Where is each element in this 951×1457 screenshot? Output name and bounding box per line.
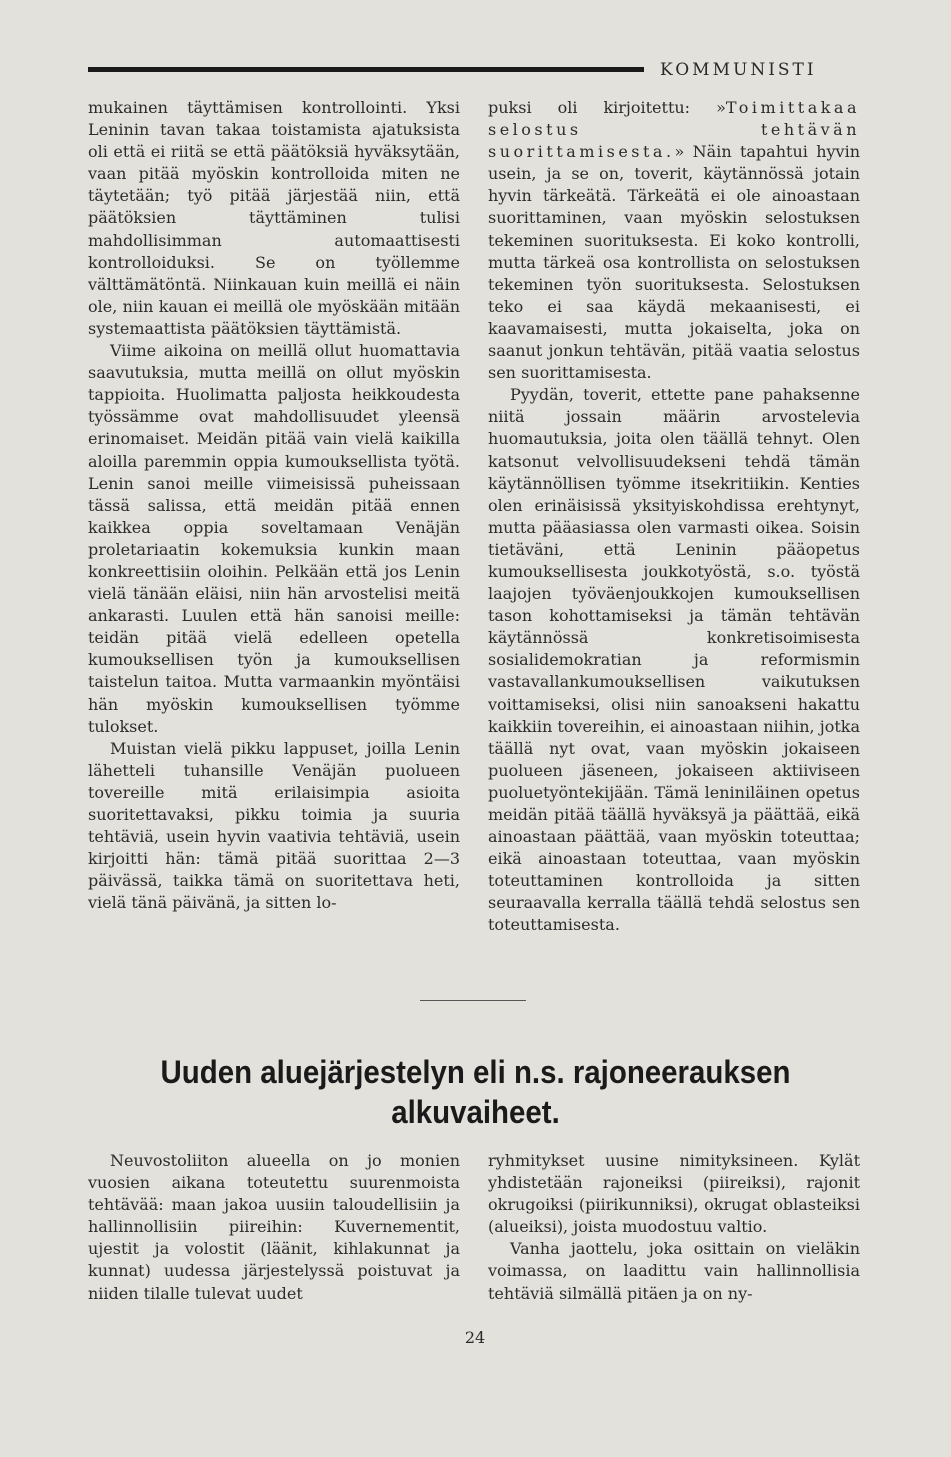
paragraph: Neuvostoliiton alueella on jo monien vuosien aikana toteutettu suurenmoista tehtävää: maan jakoa uusiin taloudellisiin ja hallinnollisiin piireihin: Kuvernementit, ujestit ja volostit (läänit, kihlakunnat ja kunnat) uudessa järjestelyssä poistuvat ja niiden tilalle tulevat uudet (88, 1151, 460, 1303)
page-number: 24 (464, 1328, 486, 1347)
article-right-column (488, 97, 860, 937)
second-article-left-column (88, 1150, 460, 1305)
paragraph-text: puksi oli kirjoitettu: » (488, 98, 726, 117)
paragraph: mukainen täyttämisen kontrollointi. Yksi Leninin tavan takaa toistamista ajatuksista oli että ei riitä se että päätöksiä hyväksytään, vaan pitää myöskin kontrolloida miten ne täytetään; työ pitää järjestää niin, että päätöksien täyttäminen tulisi mahdollisimman automaattisesti kontrolloiduksi. Se on työllemme välttämätöntä. Niinkauan kuin meillä ei näin ole, niin kauan ei meillä ole myöskään mitään systemaattista päätöksien täyttämistä. (88, 98, 460, 338)
article-headline: Uuden aluejärjestelyn eli n.s. rajoneerauksen alkuvaiheet. (160, 1054, 791, 1130)
emphasized-quote: Toimittakaa selostus tehtävän suorittamisesta. (488, 98, 860, 162)
paragraph-text: » Näin tapahtui hyvin usein, ja se on, toverit, käytännössä jotain hyvin tärkeätä. Tärkeätä ei ole ainoastaan suorittaminen, vaan myöskin selostuksen tekeminen suorituksesta. Ei koko kontrolli, mutta tärkeä osa kontrollista on selostuksen tekeminen työn suorituksesta. Selostuksen teko ei saa käydä mekaanisesti, ei kaavamaisesti, mutta jokaiselta, joka on saanut jonkun tehtävän, pitää vaatia selostus sen suorittamisesta. (488, 142, 860, 383)
second-article-right-column (488, 1150, 860, 1305)
paragraph: Vanha jaottelu, joka osittain on vieläkin voimassa, on laadittu vain hallinnollisia tehtäviä silmällä pitäen ja on ny- (488, 1239, 860, 1303)
paragraph: Muistan vielä pikku lappuset, joilla Lenin lähetteli tuhansille Venäjän puolueen tovereille mitä erilaisimpia asioita suoritettavaksi, pikku toimia ja suuria tehtäviä, usein hyvin vaativia tehtäviä, usein kirjoitti hän: tämä pitää suorittaa 2—3 päivässä, taikka tämä on suoritettava heti, vielä tänä päivänä, ja sitten lo- (88, 738, 460, 913)
header-rule (88, 67, 644, 72)
paragraph: Pyydän, toverit, ettette pane pahaksenne niitä jossain määrin arvostelevia huomautuksia, joita olen täällä tehnyt. Olen katsonut velvollisuudekseni tehdä tämän käytännöllisen työmme itsekritiikin. Kenties olen erinäisissä yksityiskohdissa erehtynyt, mutta pääasiassa olen varmasti oikea. Soisin tietäväni, että Leninin pääopetus kumouksellisesta joukkotyöstä, s.o. työstä laajojen työväenjoukkojen kumouksellisen tason kohottamiseksi ja tämän tehtävän käytännössä konkretisoimisesta sosialidemokratian ja reformismin vastavallankumouksellisen vaikutuksen voittamiseksi, olisi niin sanoakseni hakattu kaikkiin tovereihin, ei ainoastaan niihin, jotka täällä nyt ovat, vaan myöskin jokaiseen puolueen jäseneen, jokaiseen aktiiviseen puoluetyöntekijään. Tämä leniniläinen opetus meidän pitää täällä hyväksyä ja päättää, eikä ainoastaan päättää, vaan myöskin toteuttaa; eikä ainoastaan toteuttaa, vaan myöskin toteuttaminen kontrolloida ja sitten seuraavalla kerralla täällä tehdä selostus sen toteuttamisesta. (488, 385, 860, 935)
article-left-column (88, 97, 460, 914)
paragraph: ryhmitykset uusine nimityksineen. Kylät yhdistetään rajoneiksi (piireiksi), rajonit okrugoiksi (piirikunniksi), okrugat oblasteiksi (alueiksi), joista muodostuu valtio. (488, 1151, 860, 1237)
paragraph: Viime aikoina on meillä ollut huomattavia saavutuksia, mutta meillä on ollut myöskin tappioita. Huolimatta paljosta heikkoudesta työssämme ovat mahdollisuudet yleensä erinomaiset. Meidän pitää vain vielä kaikilla aloilla paremmin oppia kumouksellista työtä. Lenin sanoi meille viimeisissä puheissaan tässä salissa, että meidän pitää ennen kaikkea oppia soveltamaan Venäjän proletariaatin kokemuksia kunkin maan konkreettisiin oloihin. Pelkään että jos Lenin vielä tänään eläisi, niin hän arvostelisi meitä ankarasti. Luulen että hän sanoisi meille: teidän pitää vielä edelleen opetella kumouksellisen työn ja kumouksellisen taistelun taitoa. Mutta varmaankin myöntäisi hän myöskin kumouksellisen työmme tulokset. (88, 341, 460, 736)
section-divider (420, 1000, 526, 1001)
running-header: KOMMUNISTI (660, 60, 817, 80)
paragraph (488, 97, 860, 384)
